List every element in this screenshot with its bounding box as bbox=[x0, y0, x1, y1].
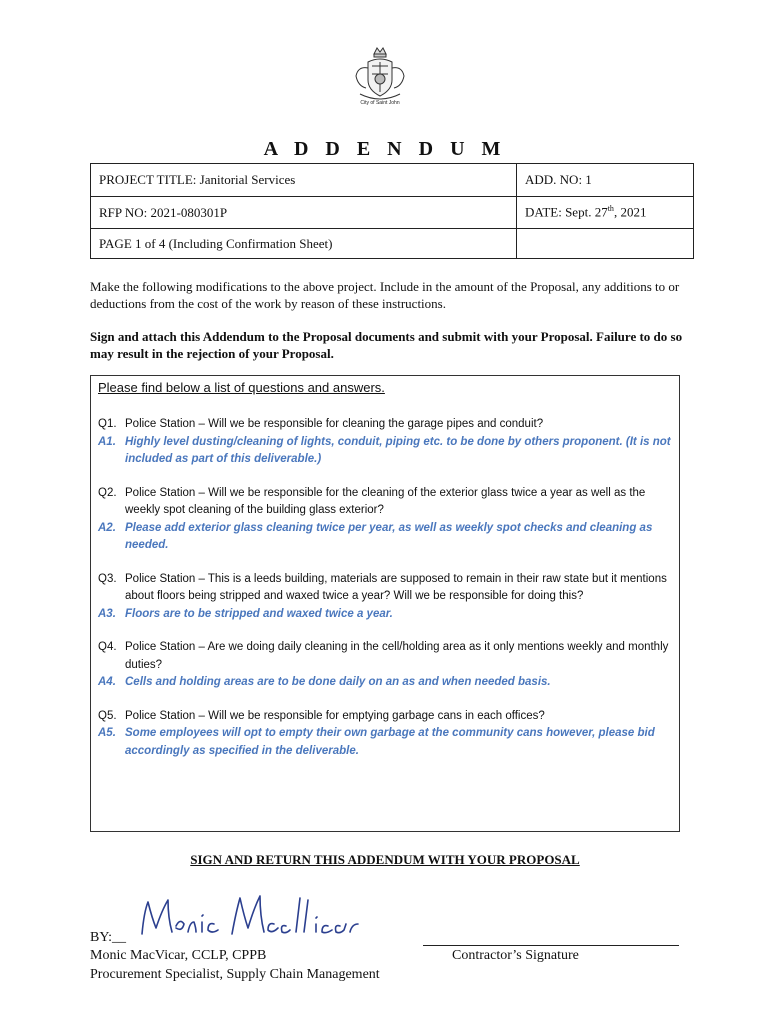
table-row bbox=[91, 164, 694, 197]
question-line bbox=[98, 485, 674, 520]
addendum-number-cell: ADD. NO: 1 bbox=[517, 164, 694, 197]
rfp-number-cell: RFP NO: 2021-080301P bbox=[91, 197, 517, 229]
by-label: BY:__ bbox=[90, 930, 127, 945]
question-text: Police Station – Will we be responsible for emptying garbage cans in each offices? bbox=[125, 709, 545, 722]
contractor-signature-label: Contractor’s Signature bbox=[452, 948, 579, 963]
date-cell bbox=[517, 197, 694, 229]
qa-item bbox=[98, 639, 674, 692]
answer-number: A2. bbox=[98, 521, 116, 534]
answer-line bbox=[98, 520, 674, 555]
question-text: Police Station – Are we doing daily cleaning in the cell/holding area as it only mentions weekly and monthly duties? bbox=[125, 641, 669, 671]
empty-cell bbox=[517, 229, 694, 259]
question-line bbox=[98, 416, 674, 434]
signer-role: Procurement Specialist, Supply Chain Management bbox=[90, 967, 380, 982]
question-text: Police Station – This is a leeds building, materials are supposed to remain in their raw state but it mentions about floors being stripped and waxed twice a year? Will we be responsible for doing this? bbox=[125, 572, 667, 602]
answer-line bbox=[98, 725, 674, 760]
date-text: DATE: Sept. 27 bbox=[525, 204, 608, 220]
project-info-table bbox=[90, 163, 694, 259]
date-superscript: th bbox=[607, 204, 614, 214]
project-title-cell: PROJECT TITLE: Janitorial Services bbox=[91, 164, 517, 197]
answer-text: Please add exterior glass cleaning twice per year, as well as weekly spot checks and cleaning as needed. bbox=[125, 521, 653, 551]
qa-heading: Please find below a list of questions and answers. bbox=[98, 380, 385, 395]
qa-item bbox=[98, 708, 674, 761]
contractor-signature-line bbox=[423, 945, 679, 946]
instruction-paragraph: Sign and attach this Addendum to the Proposal documents and submit with your Proposal. Failure to do so may result in the rejection of your Proposal. bbox=[90, 329, 683, 361]
answer-number: A5. bbox=[98, 727, 116, 739]
qa-item bbox=[98, 416, 674, 469]
question-text: Police Station – Will we be responsible for the cleaning of the exterior glass twice a year as well as the weekly spot cleaning of the building glass exterior? bbox=[125, 486, 646, 516]
sign-return-notice: SIGN AND RETURN THIS ADDENDUM WITH YOUR PROPOSAL bbox=[190, 852, 580, 867]
question-line bbox=[98, 639, 674, 674]
qa-item bbox=[98, 571, 674, 624]
table-row bbox=[91, 197, 694, 229]
intro-paragraph: Make the following modifications to the above project. Include in the amount of the Proposal, any additions to or deductions from the cost of the work by reason of these instructions. bbox=[90, 279, 680, 311]
document-title: A D D E N D U M bbox=[263, 138, 507, 160]
question-number: Q3. bbox=[98, 572, 117, 585]
answer-text: Some employees will opt to empty their own garbage at the community cans however, please bid accordingly as specified in the deliverable. bbox=[125, 727, 655, 757]
answer-number: A1. bbox=[98, 435, 116, 448]
answer-line bbox=[98, 434, 674, 469]
question-text: Police Station – Will we be responsible for cleaning the garage pipes and conduit? bbox=[125, 418, 544, 430]
answer-line bbox=[98, 674, 674, 692]
answer-number: A4. bbox=[98, 676, 116, 688]
question-number: Q2. bbox=[98, 486, 117, 499]
answer-text: Floors are to be stripped and waxed twice a year. bbox=[125, 607, 393, 620]
table-row bbox=[91, 229, 694, 259]
handwritten-signature bbox=[136, 888, 366, 946]
question-number: Q1. bbox=[98, 418, 117, 430]
qa-item bbox=[98, 485, 674, 555]
answer-number: A3. bbox=[98, 607, 116, 620]
signer-name: Monic MacVicar, CCLP, CPPB bbox=[90, 948, 267, 963]
answer-text: Cells and holding areas are to be done daily on an as and when needed basis. bbox=[125, 676, 551, 688]
question-number: Q4. bbox=[98, 641, 117, 653]
city-crest-logo bbox=[348, 44, 412, 108]
page-count-cell: PAGE 1 of 4 (Including Confirmation Sheet) bbox=[91, 229, 517, 259]
qa-box bbox=[90, 375, 680, 832]
logo-caption: City of Saint John bbox=[360, 100, 400, 106]
answer-line bbox=[98, 606, 674, 624]
question-number: Q5. bbox=[98, 709, 117, 722]
question-line bbox=[98, 708, 674, 726]
question-line bbox=[98, 571, 674, 606]
answer-text: Highly level dusting/cleaning of lights, conduit, piping etc. to be done by others proponent. (It is not included as part of this deliverable.) bbox=[125, 435, 671, 465]
date-year: , 2021 bbox=[613, 204, 647, 220]
qa-list bbox=[98, 416, 674, 776]
